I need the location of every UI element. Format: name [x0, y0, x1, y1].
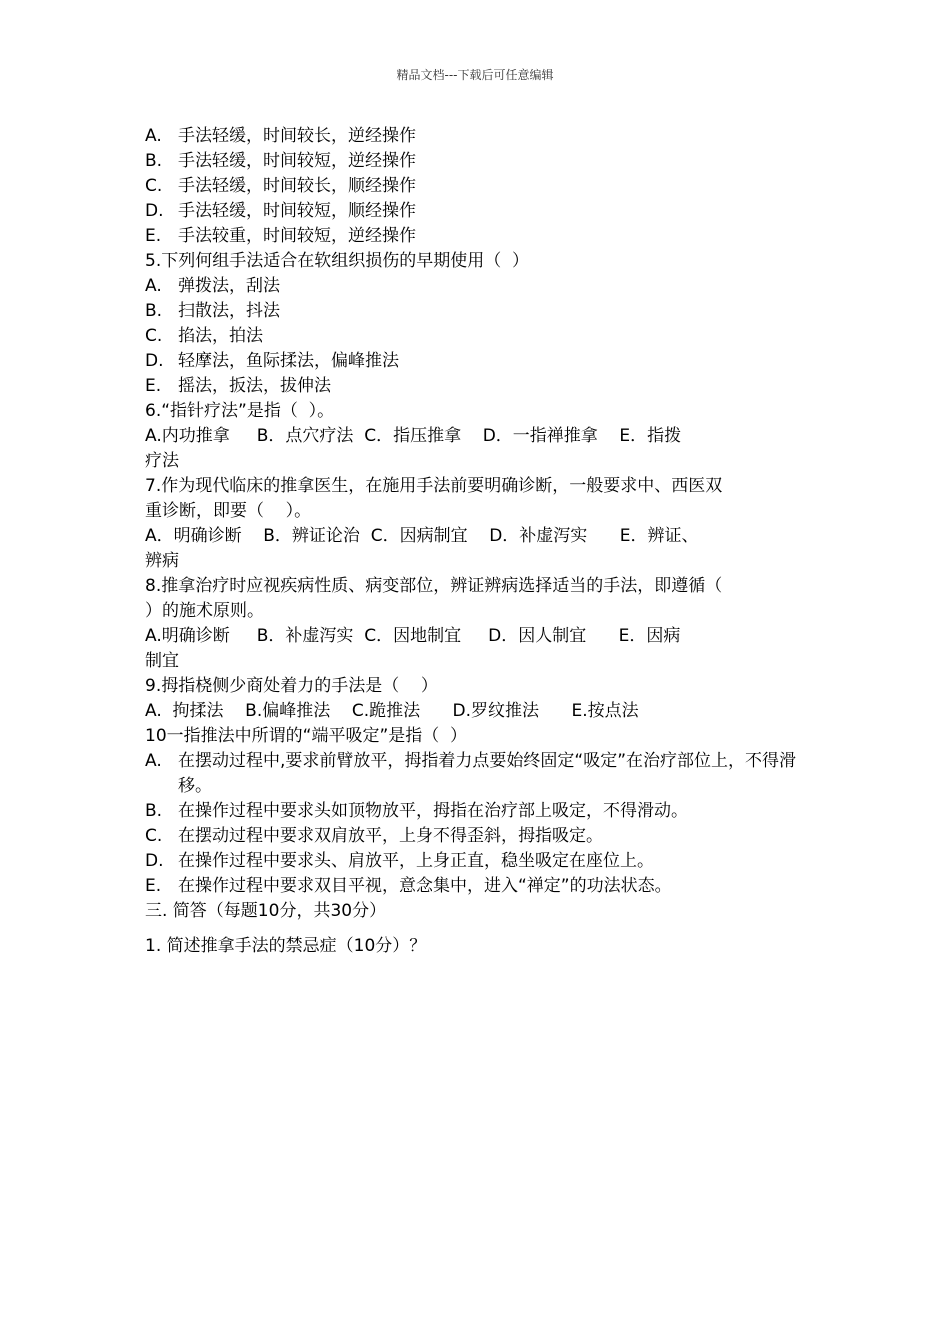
- q7-options-line: A．明确诊断 B．辨证论治 C．因病制宜 D．补虚泻实 E．辨证、: [145, 526, 699, 546]
- q5-option-b: B. 扫散法，抖法: [145, 301, 280, 321]
- question-5: 5.下列何组手法适合在软组织损伤的早期使用（ ）: [145, 251, 530, 271]
- q10-option-e: E. 在操作过程中要求双目平视，意念集中，进入“禅定”的功法状态。: [145, 876, 672, 896]
- question-8-line-1: 8.推拿治疗时应视疾病性质、病变部位，辨证辨病选择适当的手法，即遵循（: [145, 576, 723, 596]
- section-3-heading: 三. 简答（每题10分，共30分）: [145, 901, 387, 921]
- section-3-question-1: 1. 简述推拿手法的禁忌症（10分）？: [145, 936, 427, 956]
- q8-options-wrap: 制宜: [145, 651, 179, 671]
- q10-option-b: B. 在操作过程中要求头如顶物放平，拇指在治疗部上吸定，不得滑动。: [145, 801, 688, 821]
- q4-option-a: A. 手法轻缓，时间较长，逆经操作: [145, 126, 416, 146]
- document-body: [145, 124, 810, 959]
- q4-option-e: E. 手法较重，时间较短，逆经操作: [145, 226, 416, 246]
- question-10: 10一指推法中所谓的“端平吸定”是指（ ）: [145, 726, 468, 746]
- q10-option-a: A. 在摆动过程中,要求前臂放平，拇指着力点要始终固定“吸定”在治疗部位上，不得滑移。: [145, 751, 797, 796]
- q6-options-wrap: 疗法: [145, 451, 179, 471]
- q8-options-line: A.明确诊断 B．补虚泻实 C．因地制宜 D．因人制宜 E．因病: [145, 626, 681, 646]
- question-7-line-1: 7.作为现代临床的推拿医生，在施用手法前要明确诊断，一般要求中、西医双: [145, 476, 723, 496]
- question-7-line-2: 重诊断，即要（ ）。: [145, 501, 312, 521]
- page-header: 精品文档---下载后可任意编辑: [396, 68, 554, 82]
- q5-option-a: A. 弹拨法，刮法: [145, 276, 280, 296]
- q4-option-b: B. 手法轻缓，时间较短，逆经操作: [145, 151, 416, 171]
- question-6: 6.“指针疗法”是指（ ）。: [145, 401, 335, 421]
- q5-option-c: C. 掐法，拍法: [145, 326, 263, 346]
- q6-options-line: A.内功推拿 B．点穴疗法 C．指压推拿 D．一指禅推拿 E．指拨: [145, 426, 682, 446]
- q4-option-c: C. 手法轻缓，时间较长，顺经操作: [145, 176, 416, 196]
- q10-option-d: D. 在操作过程中要求头、肩放平，上身正直，稳坐吸定在座位上。: [145, 851, 654, 871]
- q7-options-wrap: 辨病: [145, 551, 179, 571]
- q10-option-c: C. 在摆动过程中要求双肩放平，上身不得歪斜，拇指吸定。: [145, 826, 603, 846]
- question-9: 9.拇指桡侧少商处着力的手法是（ ）: [145, 676, 438, 696]
- q9-options-line: A. 拘揉法 B.偏峰推法 C.跪推法 D.罗纹推法 E.按点法: [145, 701, 639, 721]
- q5-option-d: D. 轻摩法，鱼际揉法，偏峰推法: [145, 351, 399, 371]
- q4-option-d: D. 手法轻缓，时间较短，顺经操作: [145, 201, 416, 221]
- q5-option-e: E. 摇法，扳法，拔伸法: [145, 376, 331, 396]
- question-8-line-2: ）的施术原则。: [145, 601, 264, 621]
